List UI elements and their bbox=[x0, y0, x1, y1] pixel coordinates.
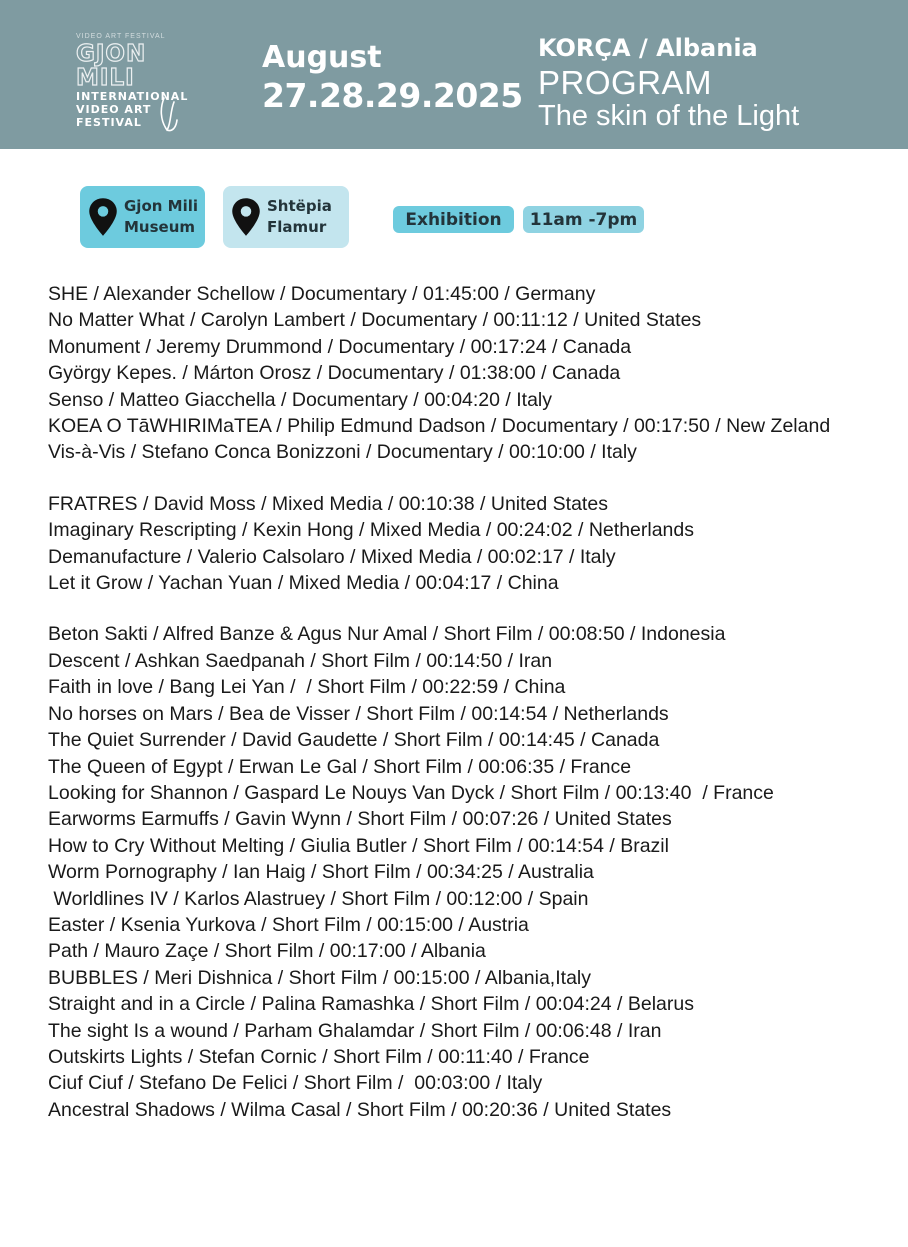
program-entry: Senso / Matteo Giacchella / Documentary / 00:04:20 / Italy bbox=[48, 388, 553, 411]
program-entry: Ciuf Ciuf / Stefano De Felici / Short Film / 00:03:00 / Italy bbox=[48, 1072, 543, 1095]
program-entry: How to Cry Without Melting / Giulia Butler / Short Film / 00:14:54 / Brazil bbox=[48, 834, 669, 857]
logo-line-2: VIDEO ART bbox=[76, 103, 152, 116]
program-entry: Demanufacture / Valerio Calsolaro / Mixed Media / 00:02:17 / Italy bbox=[48, 545, 616, 568]
program-entry: Earworms Earmuffs / Gavin Wynn / Short Film / 00:07:26 / United States bbox=[48, 808, 672, 831]
program-entry: Monument / Jeremy Drummond / Documentary / 00:17:24 / Canada bbox=[48, 335, 632, 358]
logo-line-1: INTERNATIONAL bbox=[76, 90, 189, 103]
program-entry: Vis-à-Vis / Stefano Conca Bonizzoni / Documentary / 00:10:00 / Italy bbox=[48, 441, 637, 464]
venue-name-line1: Gjon Mili bbox=[124, 197, 199, 215]
opening-hours-badge: 11am -7pm bbox=[523, 206, 644, 233]
section-documentary bbox=[48, 281, 898, 466]
program-entry: Faith in love / Bang Lei Yan / / Short Film / 00:22:59 / China bbox=[48, 676, 566, 699]
venue-gjon-mili-museum bbox=[80, 186, 205, 248]
date-days: 27.28.29.2025 bbox=[262, 76, 523, 115]
location-title: KORÇA / Albania bbox=[538, 34, 758, 62]
program-entry: Imaginary Rescripting / Kexin Hong / Mixed Media / 00:24:02 / Netherlands bbox=[48, 519, 694, 542]
section-mixed-media bbox=[48, 491, 898, 597]
program-subtitle: The skin of the Light bbox=[538, 100, 800, 132]
date-month: August bbox=[262, 40, 382, 75]
program-entry: Let it Grow / Yachan Yuan / Mixed Media / 00:04:17 / China bbox=[48, 572, 559, 595]
program-list bbox=[48, 281, 898, 1148]
venue-name-line2: Flamur bbox=[267, 218, 327, 236]
program-entry: The Quiet Surrender / David Gaudette / Short Film / 00:14:45 / Canada bbox=[48, 729, 660, 752]
program-entry: Descent / Ashkan Saedpanah / Short Film / 00:14:50 / Iran bbox=[48, 649, 553, 672]
program-entry: György Kepes. / Márton Orosz / Documentary / 01:38:00 / Canada bbox=[48, 362, 621, 385]
logo-top-text: VIDEO ART FESTIVAL bbox=[76, 33, 166, 40]
program-entry: BUBBLES / Meri Dishnica / Short Film / 00:15:00 / Albania,Italy bbox=[48, 966, 591, 989]
venue-name-line1: Shtëpia bbox=[267, 197, 332, 215]
logo-name: GJON MILI bbox=[76, 41, 147, 91]
program-entry: Path / Mauro Zaçe / Short Film / 00:17:00 / Albania bbox=[48, 940, 486, 963]
logo-brush-icon bbox=[158, 94, 180, 134]
logo-line-3: FESTIVAL bbox=[76, 116, 142, 129]
venue-name-line2: Museum bbox=[124, 218, 196, 236]
section-short-film bbox=[48, 621, 898, 1123]
program-title-block bbox=[538, 30, 799, 133]
header-banner bbox=[0, 0, 908, 149]
festival-logo bbox=[76, 32, 206, 129]
program-entry: The sight Is a wound / Parham Ghalamdar / Short Film / 00:06:48 / Iran bbox=[48, 1019, 662, 1042]
program-entry: Beton Sakti / Alfred Banze & Agus Nur Amal / Short Film / 00:08:50 / Indonesia bbox=[48, 623, 726, 646]
program-entry: Ancestral Shadows / Wilma Casal / Short Film / 00:20:36 / United States bbox=[48, 1098, 672, 1121]
venue-shtepia-flamur bbox=[223, 186, 349, 248]
program-entry: Outskirts Lights / Stefan Cornic / Short Film / 00:11:40 / France bbox=[48, 1045, 590, 1068]
program-entry: SHE / Alexander Schellow / Documentary / 01:45:00 / Germany bbox=[48, 283, 596, 305]
program-entry: Worm Pornography / Ian Haig / Short Film / 00:34:25 / Australia bbox=[48, 861, 594, 884]
program-entry: Looking for Shannon / Gaspard Le Nouys Van Dyck / Short Film / 00:13:40 / France bbox=[48, 781, 774, 804]
program-entry: Straight and in a Circle / Palina Ramashka / Short Film / 00:04:24 / Belarus bbox=[48, 993, 694, 1016]
program-entry: No horses on Mars / Bea de Visser / Short Film / 00:14:54 / Netherlands bbox=[48, 702, 669, 725]
event-type-badge: Exhibition bbox=[393, 206, 514, 233]
festival-dates bbox=[262, 40, 523, 116]
location-pin-icon bbox=[231, 197, 261, 237]
program-entry: The Queen of Egypt / Erwan Le Gal / Short Film / 00:06:35 / France bbox=[48, 755, 632, 778]
program-entry: Worldlines IV / Karlos Alastruey / Short Film / 00:12:00 / Spain bbox=[48, 887, 589, 910]
program-entry: Easter / Ksenia Yurkova / Short Film / 00:15:00 / Austria bbox=[48, 913, 529, 936]
program-title: PROGRAM bbox=[538, 64, 713, 101]
program-entry: KOEA O TāWHIRIMaTEA / Philip Edmund Dadson / Documentary / 00:17:50 / New Zeland bbox=[48, 415, 831, 438]
location-pin-icon bbox=[88, 197, 118, 237]
program-entry: No Matter What / Carolyn Lambert / Documentary / 00:11:12 / United States bbox=[48, 309, 702, 332]
program-entry: FRATRES / David Moss / Mixed Media / 00:10:38 / United States bbox=[48, 492, 608, 515]
